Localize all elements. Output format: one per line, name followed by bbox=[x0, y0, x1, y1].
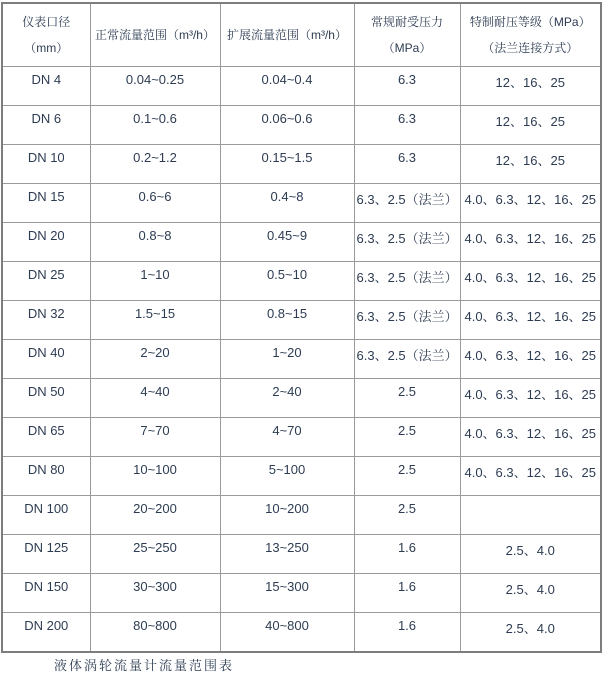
table-row bbox=[2, 340, 601, 379]
table-cell: 25~250 bbox=[90, 535, 220, 574]
flow-meter-spec-page bbox=[0, 2, 600, 673]
table-cell: 6.3、2.5（法兰） bbox=[354, 340, 460, 379]
table-cell: 0.04~0.4 bbox=[220, 67, 354, 106]
diameter-cell: DN 20 bbox=[2, 223, 90, 262]
table-cell: 0.6~6 bbox=[90, 184, 220, 223]
diameter-cell: DN 4 bbox=[2, 67, 90, 106]
table-cell: 1~20 bbox=[220, 340, 354, 379]
table-cell: 0.4~8 bbox=[220, 184, 354, 223]
column-header-1: 正常流量范围（m³/h） bbox=[90, 3, 220, 67]
table-cell: 2.5、4.0 bbox=[460, 535, 601, 574]
table-cell: 10~100 bbox=[90, 457, 220, 496]
table-cell: 4.0、6.3、12、16、25 bbox=[460, 223, 601, 262]
table-cell: 2.5 bbox=[354, 457, 460, 496]
table-cell: 4.0、6.3、12、16、25 bbox=[460, 184, 601, 223]
table-row bbox=[2, 496, 601, 535]
table-row bbox=[2, 457, 601, 496]
table-cell: 1.6 bbox=[354, 613, 460, 653]
table-cell: 6.3、2.5（法兰） bbox=[354, 223, 460, 262]
diameter-cell: DN 6 bbox=[2, 106, 90, 145]
table-cell: 4~40 bbox=[90, 379, 220, 418]
clipped-caption-text: 液体涡轮流量计流量范围表 bbox=[54, 658, 235, 673]
diameter-cell: DN 15 bbox=[2, 184, 90, 223]
diameter-cell: DN 125 bbox=[2, 535, 90, 574]
diameter-cell: DN 25 bbox=[2, 262, 90, 301]
table-cell: 10~200 bbox=[220, 496, 354, 535]
table-cell: 6.3 bbox=[354, 145, 460, 184]
table-cell: 2~20 bbox=[90, 340, 220, 379]
table-cell: 6.3、2.5（法兰） bbox=[354, 184, 460, 223]
table-cell: 80~800 bbox=[90, 613, 220, 653]
table-cell: 0.8~8 bbox=[90, 223, 220, 262]
table-row bbox=[2, 145, 601, 184]
table-cell: 0.04~0.25 bbox=[90, 67, 220, 106]
diameter-cell: DN 100 bbox=[2, 496, 90, 535]
table-cell: 1.6 bbox=[354, 574, 460, 613]
table-row bbox=[2, 613, 601, 653]
table-cell: 5~100 bbox=[220, 457, 354, 496]
table-cell: 4.0、6.3、12、16、25 bbox=[460, 340, 601, 379]
table-cell: 4.0、6.3、12、16、25 bbox=[460, 379, 601, 418]
table-row bbox=[2, 301, 601, 340]
table-row bbox=[2, 418, 601, 457]
table-cell: 4.0、6.3、12、16、25 bbox=[460, 457, 601, 496]
table-row bbox=[2, 379, 601, 418]
diameter-cell: DN 200 bbox=[2, 613, 90, 653]
column-header-3: 常规耐受压力（MPa） bbox=[354, 3, 460, 67]
diameter-cell: DN 50 bbox=[2, 379, 90, 418]
table-cell: 0.15~1.5 bbox=[220, 145, 354, 184]
table-cell: 6.3 bbox=[354, 106, 460, 145]
table-cell bbox=[460, 496, 601, 535]
table-cell: 2.5 bbox=[354, 418, 460, 457]
diameter-cell: DN 40 bbox=[2, 340, 90, 379]
table-cell: 0.8~15 bbox=[220, 301, 354, 340]
table-cell: 1~10 bbox=[90, 262, 220, 301]
table-row bbox=[2, 223, 601, 262]
table-row bbox=[2, 184, 601, 223]
table-row bbox=[2, 67, 601, 106]
table-cell: 2.5 bbox=[354, 496, 460, 535]
table-cell: 12、16、25 bbox=[460, 106, 601, 145]
flow-meter-spec-table bbox=[1, 2, 602, 653]
diameter-cell: DN 10 bbox=[2, 145, 90, 184]
table-cell: 15~300 bbox=[220, 574, 354, 613]
diameter-cell: DN 150 bbox=[2, 574, 90, 613]
table-cell: 12、16、25 bbox=[460, 145, 601, 184]
table-cell: 4.0、6.3、12、16、25 bbox=[460, 418, 601, 457]
table-cell: 6.3、2.5（法兰） bbox=[354, 262, 460, 301]
table-row bbox=[2, 106, 601, 145]
table-cell: 0.45~9 bbox=[220, 223, 354, 262]
table-cell: 20~200 bbox=[90, 496, 220, 535]
table-cell: 0.2~1.2 bbox=[90, 145, 220, 184]
table-cell: 30~300 bbox=[90, 574, 220, 613]
table-cell: 6.3、2.5（法兰） bbox=[354, 301, 460, 340]
table-row bbox=[2, 262, 601, 301]
diameter-cell: DN 32 bbox=[2, 301, 90, 340]
table-cell: 40~800 bbox=[220, 613, 354, 653]
diameter-cell: DN 80 bbox=[2, 457, 90, 496]
table-cell: 2.5、4.0 bbox=[460, 613, 601, 653]
table-cell: 1.6 bbox=[354, 535, 460, 574]
table-cell: 0.06~0.6 bbox=[220, 106, 354, 145]
table-cell: 4.0、6.3、12、16、25 bbox=[460, 301, 601, 340]
table-cell: 12、16、25 bbox=[460, 67, 601, 106]
table-row bbox=[2, 535, 601, 574]
table-cell: 4~70 bbox=[220, 418, 354, 457]
table-cell: 4.0、6.3、12、16、25 bbox=[460, 262, 601, 301]
table-cell: 13~250 bbox=[220, 535, 354, 574]
table-cell: 7~70 bbox=[90, 418, 220, 457]
column-header-0: 仪表口径（mm） bbox=[2, 3, 90, 67]
table-row bbox=[2, 574, 601, 613]
table-cell: 1.5~15 bbox=[90, 301, 220, 340]
table-cell: 0.5~10 bbox=[220, 262, 354, 301]
table-cell: 0.1~0.6 bbox=[90, 106, 220, 145]
column-header-2: 扩展流量范围（m³/h） bbox=[220, 3, 354, 67]
column-header-4: 特制耐压等级（MPa）（法兰连接方式） bbox=[460, 3, 601, 67]
diameter-cell: DN 65 bbox=[2, 418, 90, 457]
table-cell: 2.5 bbox=[354, 379, 460, 418]
header-row bbox=[2, 3, 601, 67]
table-cell: 2~40 bbox=[220, 379, 354, 418]
table-cell: 6.3 bbox=[354, 67, 460, 106]
table-cell: 2.5、4.0 bbox=[460, 574, 601, 613]
